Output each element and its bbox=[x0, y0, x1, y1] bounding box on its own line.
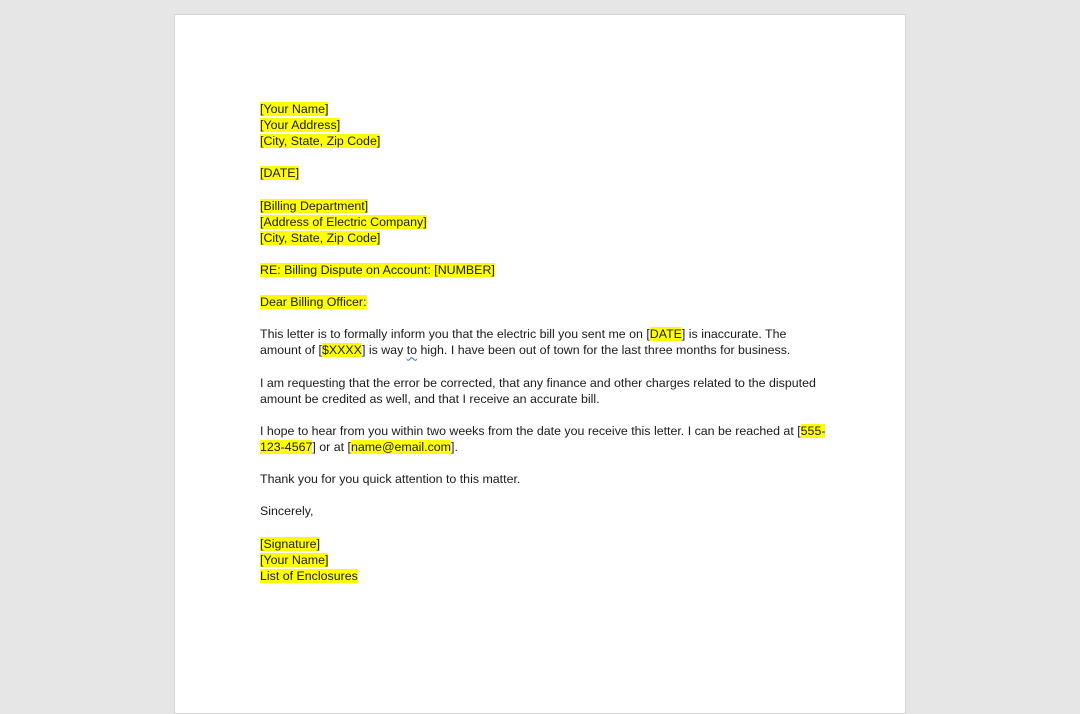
enclosures-list: List of Enclosures bbox=[260, 568, 358, 583]
letter-body[interactable] bbox=[260, 101, 835, 584]
p3-phone-part-2: 123-4567 bbox=[260, 439, 313, 454]
p1-text-a: This letter is to formally inform you that the electric bill you sent me on [ bbox=[260, 327, 650, 342]
sign-off: Sincerely, bbox=[260, 504, 314, 519]
signature-placeholder: [Signature] bbox=[260, 536, 320, 551]
recipient-address: [Address of Electric Company] bbox=[260, 214, 427, 229]
p1-amount-field: $XXXX bbox=[322, 343, 362, 358]
p3-text-a: I hope to hear from you within two weeks from the date you receive this letter. I can be reached at [ bbox=[260, 423, 801, 438]
p1-text-c: amount of [ bbox=[260, 343, 322, 358]
letter-date: [DATE] bbox=[260, 166, 300, 181]
p2-line-2: amount be credited as well, and that I receive an accurate bill. bbox=[260, 391, 600, 406]
salutation: Dear Billing Officer: bbox=[260, 295, 367, 310]
p1-date-field: DATE bbox=[649, 327, 682, 342]
recipient-block bbox=[260, 198, 835, 246]
document-page[interactable] bbox=[174, 14, 906, 714]
signer-name: [Your Name] bbox=[260, 552, 329, 567]
subject-line: RE: Billing Dispute on Account: [NUMBER] bbox=[260, 262, 495, 277]
p3-text-b: ] or at [ bbox=[312, 439, 351, 454]
recipient-department: [Billing Department] bbox=[260, 198, 369, 213]
p3-phone-part-1: 555- bbox=[800, 423, 826, 438]
spellcheck-word-to[interactable]: to bbox=[406, 343, 418, 358]
paragraph-2 bbox=[260, 375, 835, 407]
paragraph-1 bbox=[260, 326, 835, 358]
sender-name: [Your Name] bbox=[260, 102, 329, 116]
p3-email-field: name@email.com bbox=[350, 439, 451, 454]
p1-text-d: ] is way bbox=[361, 343, 407, 358]
paragraph-3 bbox=[260, 423, 835, 455]
recipient-city-state-zip: [City, State, Zip Code] bbox=[260, 230, 381, 245]
signature-block bbox=[260, 536, 835, 584]
p1-text-b: ] is inaccurate. The bbox=[681, 327, 787, 342]
sender-block bbox=[260, 101, 835, 149]
sender-address: [Your Address] bbox=[260, 118, 341, 133]
p3-text-c: ]. bbox=[451, 439, 458, 454]
p1-text-e: high. I have been out of town for the last three months for business. bbox=[417, 343, 791, 358]
p2-line-1: I am requesting that the error be corrected, that any finance and other charges related to the disputed bbox=[260, 375, 816, 390]
closing-line: Thank you for you quick attention to this matter. bbox=[260, 472, 521, 487]
sender-city-state-zip: [City, State, Zip Code] bbox=[260, 134, 381, 149]
